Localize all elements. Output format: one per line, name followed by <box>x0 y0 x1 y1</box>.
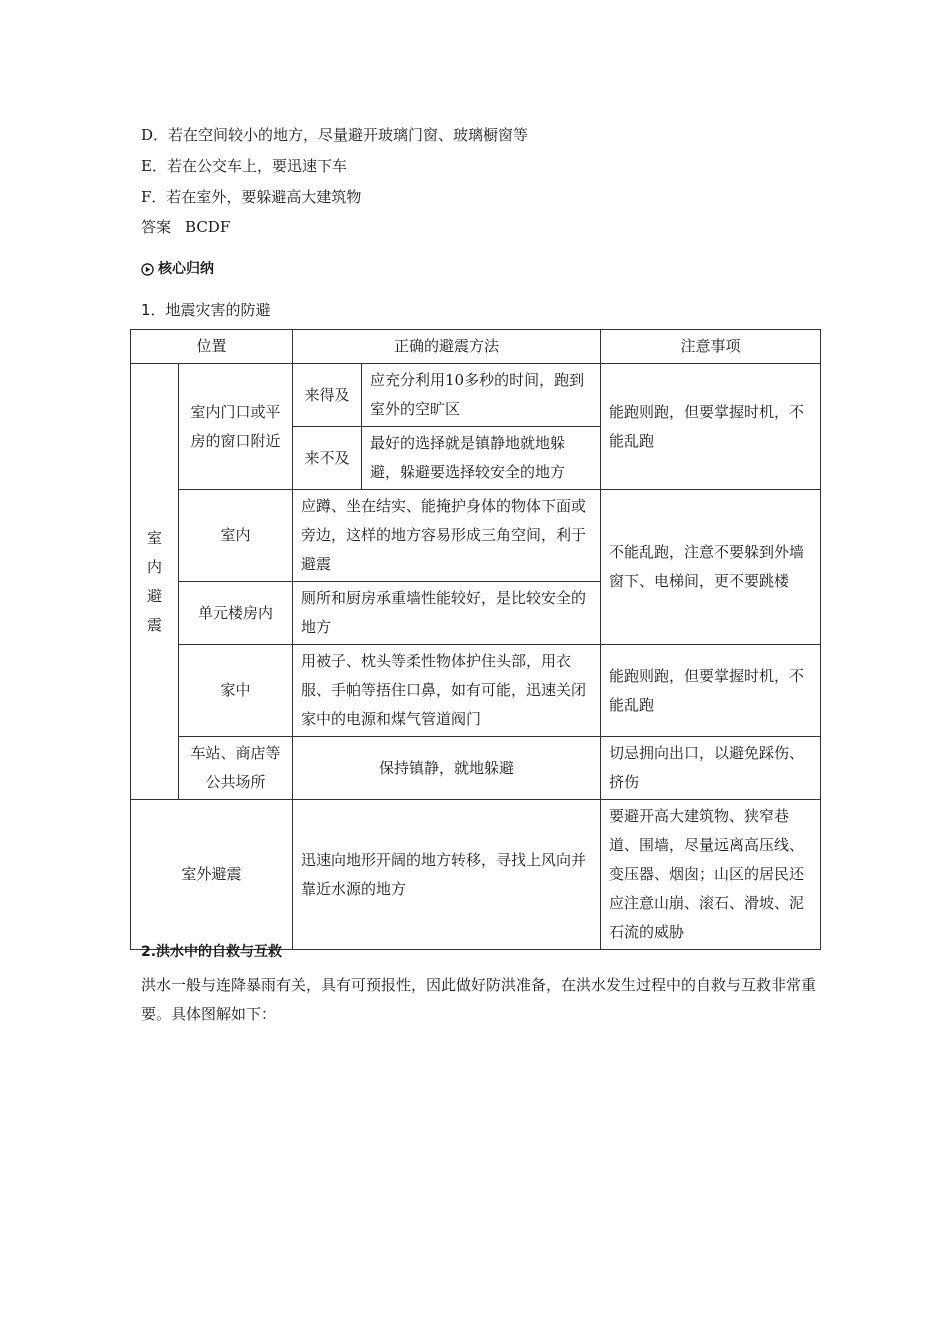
table-row <box>131 490 821 582</box>
in-time-label: 来得及 <box>293 364 362 427</box>
table-row <box>131 364 821 427</box>
heading-earthquake: 1．地震灾害的防避 <box>141 301 271 319</box>
location-home: 家中 <box>179 645 293 737</box>
answer-value: BCDF <box>185 218 231 236</box>
indoor-label-cell <box>131 364 179 800</box>
indoor-label-char: 震 <box>146 615 162 634</box>
header-method: 正确的避震方法 <box>293 330 601 364</box>
answer-label: 答案 <box>141 218 172 236</box>
table-row <box>131 737 821 800</box>
method-public: 保持镇静，就地躲避 <box>293 737 601 800</box>
location-door: 室内门口或平房的窗口附近 <box>179 364 293 490</box>
in-time-method: 应充分利用10多秒的时间，跑到室外的空旷区 <box>362 364 601 427</box>
table-header-row <box>131 330 821 364</box>
note-outdoor: 要避开高大建筑物、狭窄巷道、围墙，尽量远离高压线、变压器、烟囱；山区的居民还应注意山崩、滚石、滑坡、泥石流的威胁 <box>601 800 821 950</box>
location-public: 车站、商店等公共场所 <box>179 737 293 800</box>
header-notes: 注意事项 <box>601 330 821 364</box>
method-apartment: 厕所和厨房承重墙性能较好，是比较安全的地方 <box>293 582 601 645</box>
location-apartment: 单元楼房内 <box>179 582 293 645</box>
location-outdoor: 室外避震 <box>131 800 293 950</box>
table-row <box>131 645 821 737</box>
note-door: 能跑则跑，但要掌握时机，不能乱跑 <box>601 364 821 490</box>
note-home: 能跑则跑，但要掌握时机，不能乱跑 <box>601 645 821 737</box>
location-indoor: 室内 <box>179 490 293 582</box>
flood-paragraph: 洪水一般与连降暴雨有关，具有可预报性，因此做好防洪准备，在洪水发生过程中的自救与互救非常重要。具体图解如下： <box>141 976 817 1023</box>
section-title: 核心归纳 <box>158 261 214 277</box>
heading-flood: 2.洪水中的自救与互救 <box>141 944 283 960</box>
play-circle-icon <box>141 263 154 276</box>
section-heading <box>141 259 214 279</box>
table-row <box>131 800 821 950</box>
method-indoor: 应蹲、坐在结实、能掩护身体的物体下面或旁边，这样的地方容易形成三角空间，利于避震 <box>293 490 601 582</box>
option-d: D．若在空间较小的地方，尽量避开玻璃门窗、玻璃橱窗等 <box>141 126 529 144</box>
option-e: E．若在公交车上，要迅速下车 <box>141 157 347 175</box>
method-home: 用被子、枕头等柔性物体护住头部，用衣服、手帕等捂住口鼻，如有可能，迅速关闭家中的电源和煤气管道阀门 <box>293 645 601 737</box>
no-time-method: 最好的选择就是镇静地就地躲避，躲避要选择较安全的地方 <box>362 427 601 490</box>
method-outdoor: 迅速向地形开阔的地方转移，寻找上风向并靠近水源的地方 <box>293 800 601 950</box>
note-public: 切忌拥向出口，以避免踩伤、挤伤 <box>601 737 821 800</box>
indoor-label-char: 避 <box>146 586 162 605</box>
answer-line <box>141 217 230 237</box>
no-time-label: 来不及 <box>293 427 362 490</box>
indoor-label-char: 室 <box>146 528 162 547</box>
note-indoor: 不能乱跑，注意不要躲到外墙窗下、电梯间，更不要跳楼 <box>601 490 821 645</box>
earthquake-table <box>130 329 821 950</box>
option-f: F．若在室外，要躲避高大建筑物 <box>141 188 362 206</box>
indoor-label-char: 内 <box>146 557 162 576</box>
header-location: 位置 <box>131 330 293 364</box>
